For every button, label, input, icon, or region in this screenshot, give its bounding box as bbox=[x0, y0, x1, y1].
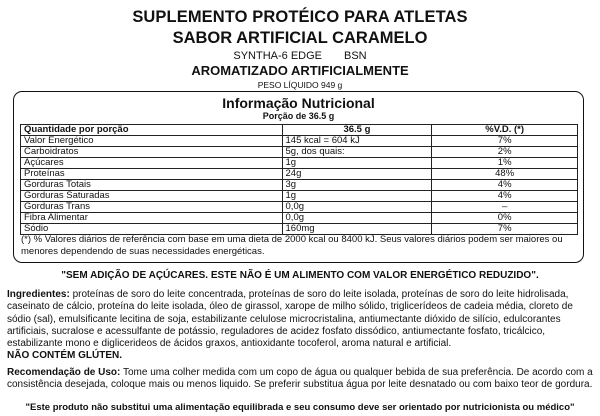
nutrient-amount: 145 kcal = 604 kJ bbox=[282, 136, 432, 147]
nutrition-table-body bbox=[21, 136, 578, 235]
nutrient-amount: 3g bbox=[282, 180, 432, 191]
nutrient-amount: 5g, dos quais: bbox=[282, 147, 432, 158]
table-row bbox=[21, 213, 578, 224]
nutrition-portion: Porção de 36.5 g bbox=[262, 111, 335, 121]
table-row bbox=[21, 224, 578, 235]
table-row bbox=[21, 169, 578, 180]
nutrient-amount: 24g bbox=[282, 169, 432, 180]
net-weight: PESO LÍQUIDO 949 g bbox=[257, 80, 343, 90]
nutrient-amount: 0,0g bbox=[282, 213, 432, 224]
nutrition-footnote: (*) % Valores diários de referência com base em uma dieta de 2000 kcal ou 8400 kJ. Seus valores diários podem ser maiores ou menores dependendo de suas necessidades energéticas. bbox=[21, 234, 563, 257]
usage-text: Tome uma colher medida com um copo de água ou qualquer bebida de sua preferência. De acordo com a consistência desejada, coloque mais ou menos liquido. Se preferir substitua água por leite desnatado ou com baixo teor de gordura. bbox=[7, 367, 593, 391]
table-row bbox=[21, 191, 578, 202]
nutrient-name: Açúcares bbox=[21, 158, 283, 169]
nutrient-amount: 1g bbox=[282, 158, 432, 169]
nutrient-name: Gorduras Saturadas bbox=[21, 191, 283, 202]
nutrient-dv: 7% bbox=[432, 224, 578, 235]
nutrient-dv: 48% bbox=[432, 169, 578, 180]
nutrient-name: Valor Energético bbox=[21, 136, 283, 147]
nutrient-dv: 0% bbox=[432, 213, 578, 224]
nutrient-amount: 160mg bbox=[282, 224, 432, 235]
ingredients-paragraph bbox=[7, 289, 595, 350]
ingredients-text: proteínas de soro do leite concentrada, proteínas de soro do leite isolada, proteínas de soro do leite hidrolisada, caseinato de cálcio, proteína do leite isolada, óleo de girassol, xarope de milho sólido, triglicerídeos de cadeia média, cloreto de sódio (sal), emulsificante lecitina de soja, estabilizante celulose microcristalina, antiumectante dióxido de silício, edulcorantes artificiais, sucralose e acessulfante de potássio, reguladores de acidez fosfato dissódico, antiumectante fosfato, tricálcico, estabilizante mono e diglicerideos de ácidos graxos, antioxidante tocoferol, aroma natural e artificial. bbox=[7, 289, 573, 350]
nutrient-name: Carboidratos bbox=[21, 147, 283, 158]
aroma-statement: AROMATIZADO ARTIFICIALMENTE bbox=[191, 63, 409, 78]
nutrient-dv: 2% bbox=[432, 147, 578, 158]
flavor-subtitle: SABOR ARTIFICIAL CARAMELO bbox=[172, 29, 428, 47]
nutrition-table bbox=[20, 124, 578, 235]
nutrient-name: Sódio bbox=[21, 224, 283, 235]
nutrient-dv: 4% bbox=[432, 191, 578, 202]
nutrition-facts-panel bbox=[13, 91, 584, 263]
product-line bbox=[0, 50, 600, 63]
table-row bbox=[21, 147, 578, 158]
nutrient-amount: 1g bbox=[282, 191, 432, 202]
nutrition-title: Informação Nutricional bbox=[222, 95, 375, 111]
table-header-row bbox=[21, 125, 578, 136]
table-row bbox=[21, 202, 578, 213]
nutrient-dv: 4% bbox=[432, 180, 578, 191]
product-name: SYNTHA-6 EDGE bbox=[233, 50, 322, 62]
nutrient-dv: 7% bbox=[432, 136, 578, 147]
disclaimer: "Este produto não substitui uma alimentação equilibrada e seu consumo deve ser orientado por nutricionista ou médico" bbox=[25, 402, 575, 413]
nutrient-name: Gorduras Totais bbox=[21, 180, 283, 191]
label-title: SUPLEMENTO PROTÉICO PARA ATLETAS bbox=[132, 8, 468, 26]
nutrient-name: Gorduras Trans bbox=[21, 202, 283, 213]
gluten-statement: NÃO CONTÉM GLÚTEN. bbox=[7, 350, 122, 361]
nutrient-name: Fibra Alimentar bbox=[21, 213, 283, 224]
nutrient-name: Proteínas bbox=[21, 169, 283, 180]
brand-name: BSN bbox=[344, 50, 367, 62]
usage-label: Recomendação de Uso: bbox=[7, 367, 121, 378]
usage-paragraph bbox=[7, 367, 595, 392]
sugar-warning: "SEM ADIÇÃO DE AÇÚCARES. ESTE NÃO É UM ALIMENTO COM VALOR ENERGÉTICO REDUZIDO". bbox=[61, 270, 539, 281]
nutrient-dv: 1% bbox=[432, 158, 578, 169]
column-header-amount: 36.5 g bbox=[282, 125, 432, 136]
column-header-nutrient: Quantidade por porção bbox=[21, 125, 283, 136]
ingredients-label: Ingredientes: bbox=[7, 289, 70, 300]
table-row bbox=[21, 180, 578, 191]
nutrient-amount: 0,0g bbox=[282, 202, 432, 213]
nutrient-dv: – bbox=[432, 202, 578, 213]
column-header-dv: %V.D. (*) bbox=[432, 125, 578, 136]
table-row bbox=[21, 158, 578, 169]
table-row bbox=[21, 136, 578, 147]
